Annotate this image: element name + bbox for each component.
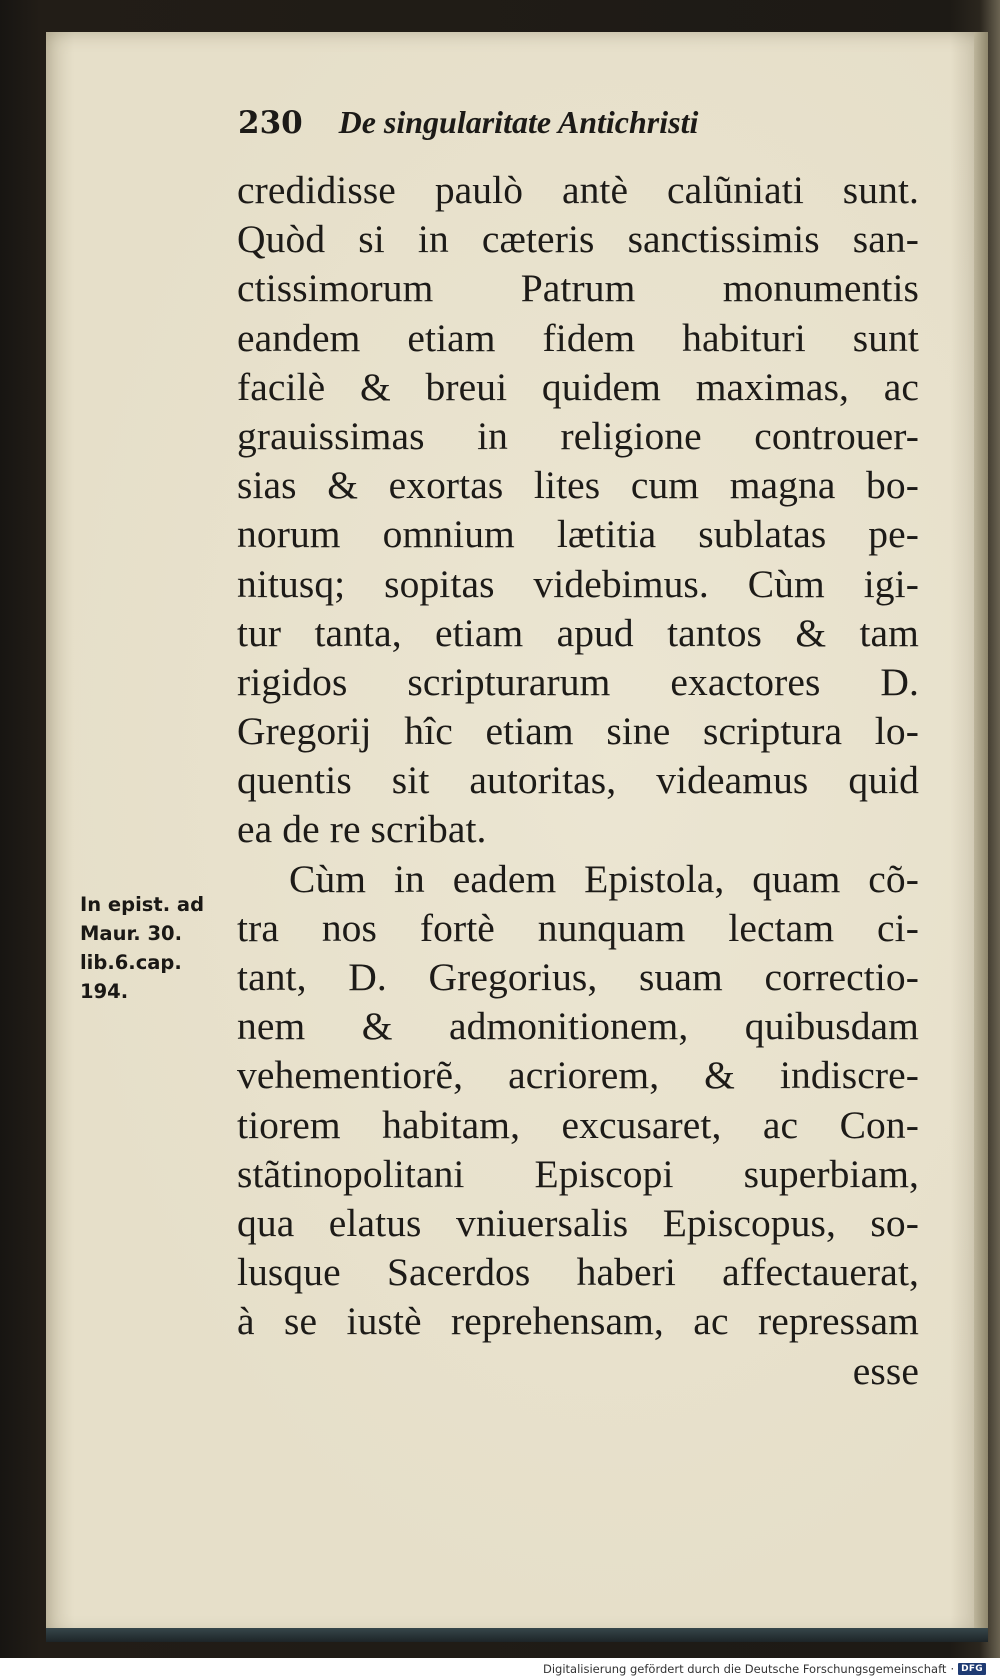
text-line: Cùm in eadem Epistola, quam cõ- [289,856,919,901]
text-line: ctissimorum Patrum monumentis [237,266,919,311]
text-line: tiorem habitam, excusaret, ac Con- [237,1102,919,1147]
body-text [237,166,919,1396]
text-line: facilè & breui quidem maximas, ac [237,364,919,409]
text-line: Gregorij hîc etiam sine scriptura lo- [237,709,919,754]
text-line: qua elatus vniuersalis Episcopus, so- [237,1200,919,1245]
marginal-note-line: 194. [80,980,129,1003]
text-line: credidisse paulò antè calũniati sunt. [237,168,919,212]
text-line: rigidos scripturarum exactores D. [237,659,919,704]
text-line: quentis sit autoritas, videamus quid [237,758,919,803]
text-line: sias & exortas lites cum magna bo- [237,463,919,508]
text-line: ea de re scribat. [237,807,487,852]
text-line: stãtinopolitani Episcopi superbiam, [237,1151,919,1196]
text-line: lusque Sacerdos haberi affectauerat, [237,1250,919,1295]
footer-text: Digitalisierung gefördert durch die Deutsche Forschungsgemeinschaft [542,1662,947,1676]
marginal-note-line: Maur. 30. [80,922,183,945]
text-line: norum omnium lætitia sublatas pe- [237,512,919,557]
text-line: tant, D. Gregorius, suam correctio- [237,955,919,999]
text-line: nitusq; sopitas videbimus. Cùm igi- [237,561,919,606]
page-number: 230 [238,105,303,141]
text-line: grauissimas in religione controuer- [237,413,919,458]
page-edge [974,32,988,1636]
page-header [238,104,698,148]
running-title: De singularitate Antichristi [338,104,699,140]
dfg-logo-icon: DFG [958,1663,986,1675]
text-line: Quòd si in cæteris sanctissimis san- [237,217,919,262]
text-line: tur tanta, etiam apud tantos & tam [237,610,919,655]
digitization-footer: Digitalisierung gefördert durch die Deutsche Forschungsgemeinschaft · DFG [543,1660,986,1678]
page-bottom-edge [46,1628,988,1642]
text-line: à se iustè reprehensam, ac repressam [237,1299,919,1344]
text-line: vehementiorẽ, acriorem, & indiscre- [237,1053,919,1098]
text-line: tra nos fortè nunquam lectam ci- [237,905,919,950]
marginal-note [80,890,240,1006]
marginal-note-line: lib.6.cap. [80,951,182,974]
marginal-note-line: In epist. ad [80,893,205,916]
catchword: esse [852,1348,919,1393]
text-line: eandem etiam fidem habituri sunt [237,315,919,360]
text-line: nem & admonitionem, quibusdam [237,1004,919,1049]
